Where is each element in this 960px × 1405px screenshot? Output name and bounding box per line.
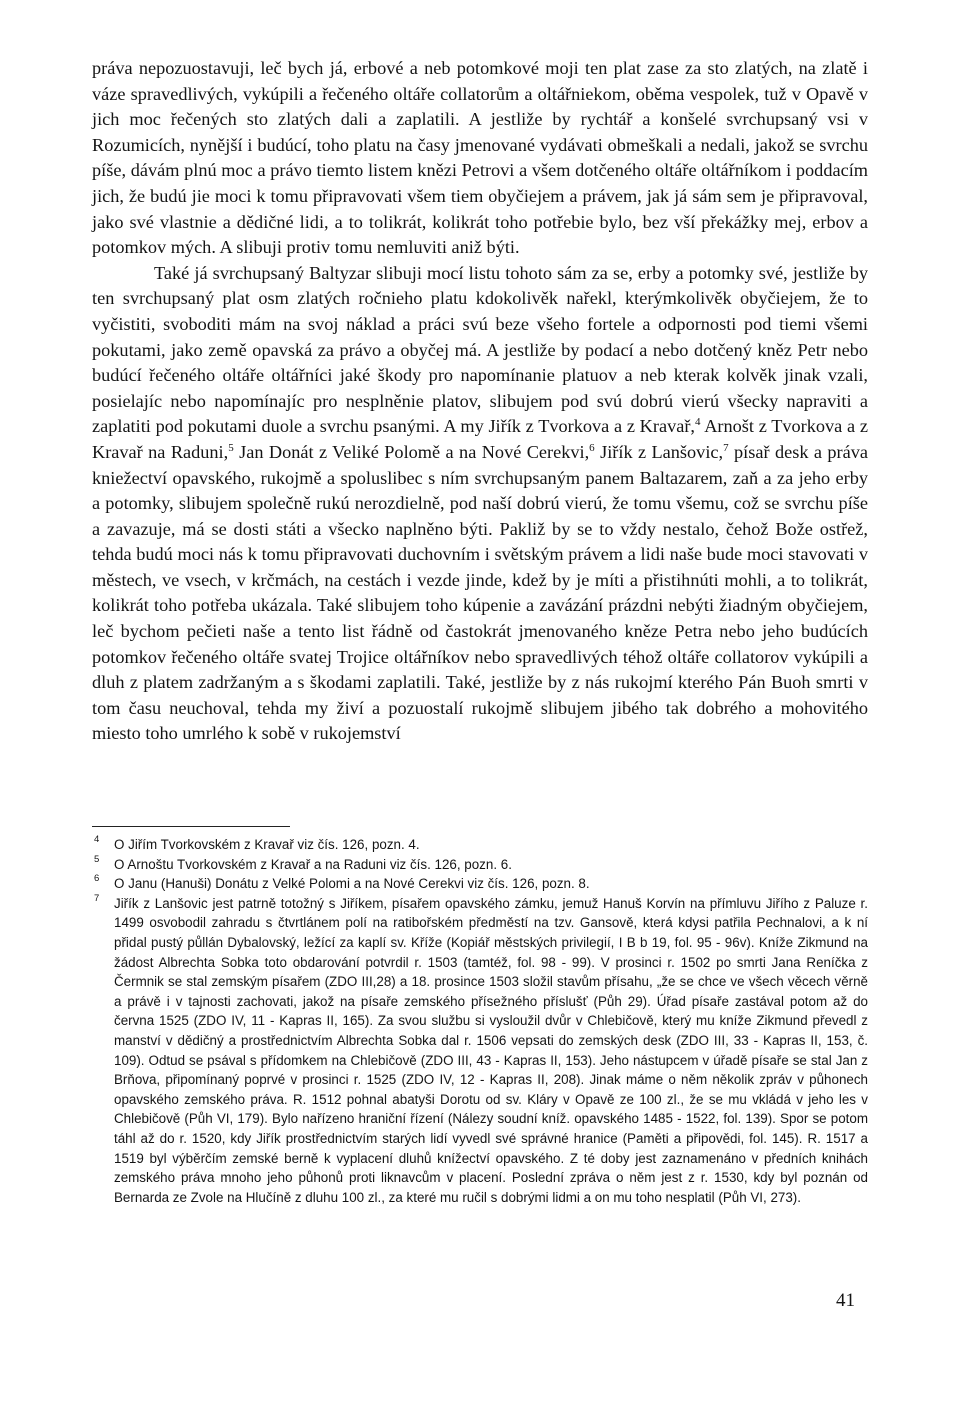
footnote-number: 6 [94, 873, 100, 885]
footnote-text: O Arnoštu Tvorkovském z Kravař a na Raduni viz čís. 126, pozn. 6. [114, 856, 512, 872]
paragraph-2-text-e: písař desk a práva kniežectví opavského, rukojmě a spoluslibec s ním svrchupsaným panem Baltazarem, zaň a za jeho erby a potomky, slibujem společně rukú nerozdielně, pod naší dobrú vierú, že tomu všemu, což se svrchu píše a zavazuje, má se dosti státi a všecko naplněno býti. Pakliž by se to vždy nestalo, čehož Bože ostřež, tehda budú moci nás k tomu připravovati duchovním i světským právem a lidi naše bude moci stavovati v městech, ve vsech, v krčmách, na cestách i vezde jinde, kdež by je míti a přistihnúti mohli, a to tolikrát, kolikrát toho potřeba ukázala. Také slibujem toho kúpenie a zavázání prázdni nebýti žiadným obyčiejem, leč bychom pečieti naše a tento list řádně od častokrát jmenovaného kněze Petra nebo jeho budúcích potomkov řečeného oltáře svatej Trojice oltářníkov nebo spravedlivých téhož oltáře collatorov vykúpili a dluh z platem zadržaným a s škodami zaplatili. Také, jestliže by z nás rukojmí kterého Pán Buoh smrti v tom času neuchoval, tehda my živí a pozuostalí rukojmě slibujem jibého tak dobrého a mohovitého miesto toho umrlého k sobě v rukojemství [92, 441, 868, 744]
footnotes [92, 835, 868, 1207]
paragraph-2-text-d: Jiřík z Lanšovic, [594, 441, 724, 462]
paragraph-2-text-b: Arnošt z Tvorkova a z Kravař na Raduni, [92, 416, 868, 462]
footnote [92, 874, 868, 894]
paragraph-1-text: práva nepozuostavuji, leč bych já, erbové a neb potomkové moji ten plat zase za sto zlatých, na zlatě i váze spravedlivých, vykúpili a řečeného oltáře collatorům a oltářniekom, oběma vespolek, tuž v Opavě v jich moc řečených sto zlatých dali a zaplatili. A jestliže by rychtář a konšelé svrchupsaný vsi v Rozumicích, nynější i budúcí, toho platu na časy jmenované vydávati obmeškali a nedali, jakož se svrchu píše, dávám plnú moc a právo tiemto listem knězi Petrovi a všem dotčeného oltáře oltářníkom i poddacím jich, že budú jie moci k tomu připravovati všem tiem obyčiejem a právem, jak já sám sem je připravoval, jako své vlastnie a dědičné lidi, a to tolikrát, kolikrát toho potřebie bylo, bez vší překážky mej, erbov a potomkov mých. A slibuji protiv tomu nemluviti aniž býti. [92, 58, 868, 258]
page-number: 41 [836, 1290, 855, 1311]
footnote-ref-5: 5 [228, 441, 234, 454]
main-text [92, 56, 868, 747]
footnote-number: 5 [94, 853, 100, 865]
footnote-separator [92, 826, 290, 827]
paragraph-2-text-c: Jan Donát z Veliké Polomě a na Nové Cerekvi, [233, 441, 590, 462]
footnote-text: O Janu (Hanuši) Donátu z Velké Polomi a na Nové Cerekvi viz čís. 126, pozn. 8. [114, 876, 590, 892]
footnote-text: Jiřík z Lanšovic jest patrně totožný s Jiříkem, písařem opavského zámku, jemuž Hanuš Korvín na přímluvu Jiřího z Paluze r. 1499 osvobodil zahradu s čtvrtlánem polí na ratibořském předměstí na tzv. Gansově, která kdysi patřila Pechnalovi, a k ní přidal pustý půllán Dybalovský, ležící za kaplí sv. Kříže (Kopiář městských privilegií, I B b 19, fol. 95 - 96v). Kníže Zikmund na žádost Albrechta Sobka toto obdarování potvrdil r. 1503 (tamtéž, fol. 98 - 99). V prosinci r. 1502 po smrti Jana Reníčka z Čermnik se stal zemským písařem (ZDO III,28) a 18. prosince 1503 složil stavům přísahu, „že se chce ve všech věcech věrně a právě i v tajnosti zachovati, jakož na písaře zemského přísežného příslušť (Půh 29). Úřad písaře zastával potom až do června 1525 (ZDO IV, 11 - Kapras II, 165). Za svou službu si vysloužil dvůr v Chlebičově, který mu kníže Zikmund převedl z manství v dědičný a prostřednictvím Albrechta Sobka dal r. 1506 vepsati do zemských desk (ZDO III, 33 - Kapras II, 153, č. 109). Odtud se psával s přídomkem na Chlebičově (ZDO III, 43 - Kapras II, 153). Jeho nástupcem v úřadě písaře se stal Jan z Brňova, připomínaný poprvé v prosinci r. 1525 (ZDO IV, 12 - Kapras II, 208). Jinak máme o něm několik zpráv v půhonech opavského zemského práva. R. 1512 pohnal abatyši Dorotu od sv. Kláry v Opavě ze 100 zl., že se mu vkládá v jeho les v Chlebičově (Půh VI, 179). Bylo nařízeno hraniční řízení (Nálezy soudní kníž. opavského 1485 - 1522, fol. 139). Spor se potom táhl až do r. 1520, kdy Jiřík prostřednictvím starých lidí vyvedl své správné hranice (Paměti a připovědi, fol. 145). R. 1517 a 1519 byl výběrčím zemské berně k vyplacení dluhů knížectví opavského. Z té doby jest zaznamenáno v předních knihách zemského práva mnoho jeho půhonů proti liknavcům v placení. Poslední zpráva o něm jest z r. 1530, kdy byl poznán od Bernarda ze Zvole na Hlučíně z dluhu 100 zl., za které mu ručil s dobrými lidmi a on mu toho nesplatil (Půh VI, 273). [114, 895, 868, 1205]
footnote-text: O Jiřím Tvorkovském z Kravař viz čís. 126, pozn. 4. [114, 837, 420, 852]
footnote-ref-4: 4 [695, 416, 701, 429]
footnote-number: 4 [94, 834, 100, 845]
footnote [92, 835, 868, 855]
footnote-ref-6: 6 [589, 441, 595, 454]
footnote [92, 894, 868, 1208]
footnote-ref-7: 7 [723, 441, 729, 454]
footnote [92, 855, 868, 875]
body-text [92, 56, 868, 747]
paragraph-2-text-a: Také já svrchupsaný Baltyzar slibuji mocí listu tohoto sám za se, erby a potomky své, jestliže by ten svrchupsaný plat osm zlatých ročnieho platu kdokolivěk nařekl, kterýmkolivěk obyčiejem, že to vyčistiti, svoboditi mám na svoj náklad a práci svú beze všeho fortele a odpornosti pod tiemi všemi pokutami, jako země opavská za právo a obyčej má. A jestliže by podací a nebo dotčený kněz Petr nebo budúcí řečeného oltáře oltářníci jaké škody pro napomínanie platuov a neb kterak kolvěk jinak vzali, posielajíc nebo napomínajíc pro nesplněnie platov, slibujem pod svú dobrú vierú všecky napraviti a zaplatiti pod pokutami duole a svrchu psanými. A my Jiřík z Tvorkova a z Kravař, [92, 262, 868, 437]
footnote-number: 7 [94, 892, 100, 904]
paragraph-1 [92, 56, 868, 261]
paragraph-2 [92, 261, 868, 747]
